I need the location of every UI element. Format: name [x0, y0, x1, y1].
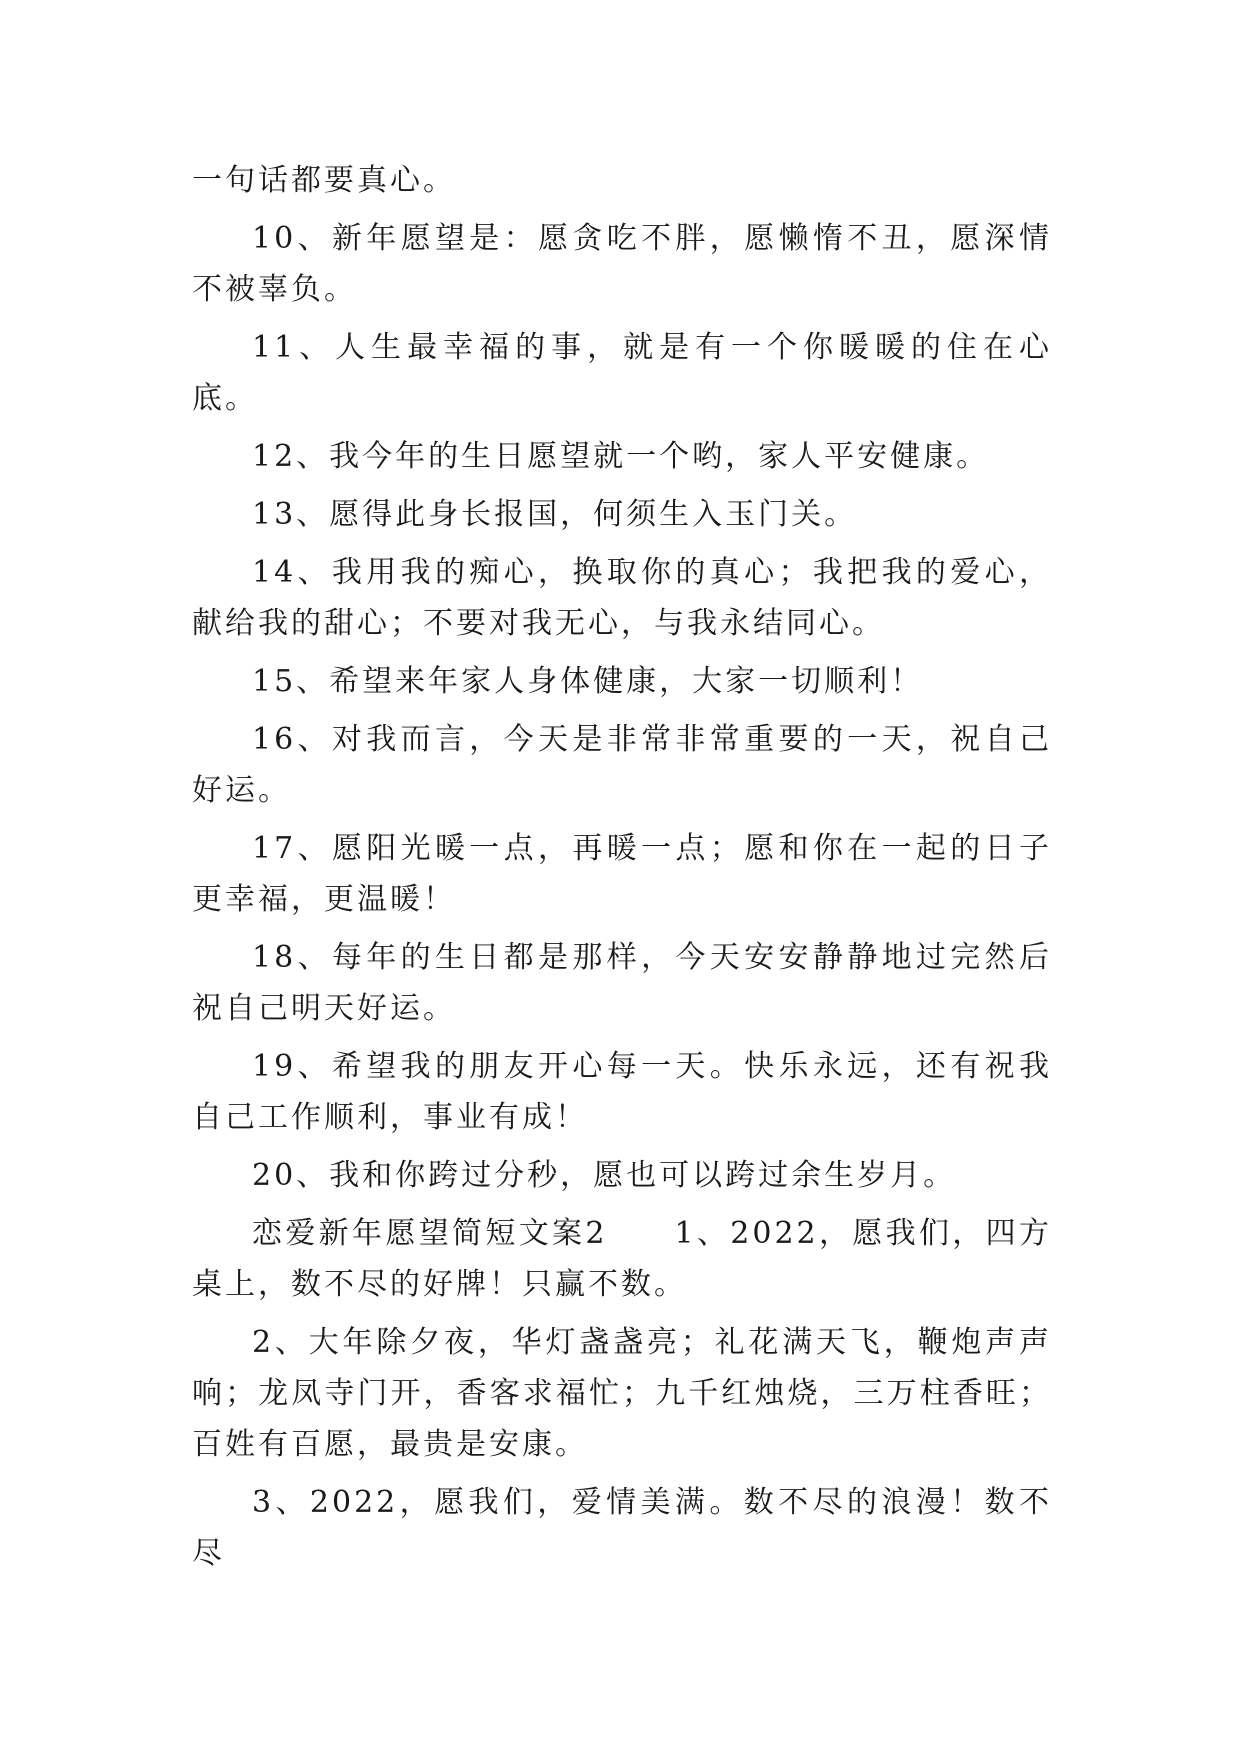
- paragraph-item-19: 19、希望我的朋友开心每一天。快乐永远，还有祝我自己工作顺利，事业有成！: [192, 1049, 1052, 1135]
- paragraph-item-15: 15、希望来年家人身体健康，大家一切顺利！: [252, 664, 924, 699]
- paragraph-item-16: 16、对我而言，今天是非常非常重要的一天，祝自己好运。: [192, 722, 1052, 808]
- paragraph-item-20: 20、我和你跨过分秒，愿也可以跨过余生岁月。: [252, 1158, 957, 1193]
- paragraph-item-10: 10、新年愿望是：愿贪吃不胖，愿懒惰不丑，愿深情不被辜负。: [192, 221, 1052, 307]
- paragraph-item-13: 13、愿得此身长报国，何须生入玉门关。: [252, 497, 858, 532]
- paragraph-item-17: 17、愿阳光暖一点，再暖一点；愿和你在一起的日子更幸福，更温暖！: [192, 831, 1052, 917]
- paragraph-item-2: 2、大年除夕夜，华灯盏盏亮；礼花满天飞，鞭炮声声响；龙凤寺门开，香客求福忙；九千红烛烧，三万柱香旺；百姓有百愿，最贵是安康。: [192, 1325, 1052, 1462]
- paragraph-item-14: 14、我用我的痴心，换取你的真心；我把我的爱心，献给我的甜心；不要对我无心，与我永结同心。: [192, 555, 1052, 641]
- paragraph-item-18: 18、每年的生日都是那样，今天安安静静地过完然后祝自己明天好运。: [192, 940, 1052, 1026]
- paragraph-item-12: 12、我今年的生日愿望就一个哟，家人平安健康。: [252, 439, 990, 474]
- document-body: [192, 155, 1052, 1579]
- section-heading-paragraph: 恋爱新年愿望简短文案2 1、2022，愿我们，四方桌上，数不尽的好牌！只赢不数。: [192, 1216, 1052, 1302]
- paragraph-item-11: 11、人生最幸福的事，就是有一个你暖暖的住在心底。: [192, 330, 1052, 416]
- paragraph-continuation: 一句话都要真心。: [192, 163, 456, 198]
- paragraph-item-3: 3、2022，愿我们，爱情美满。数不尽的浪漫！数不尽: [192, 1485, 1052, 1571]
